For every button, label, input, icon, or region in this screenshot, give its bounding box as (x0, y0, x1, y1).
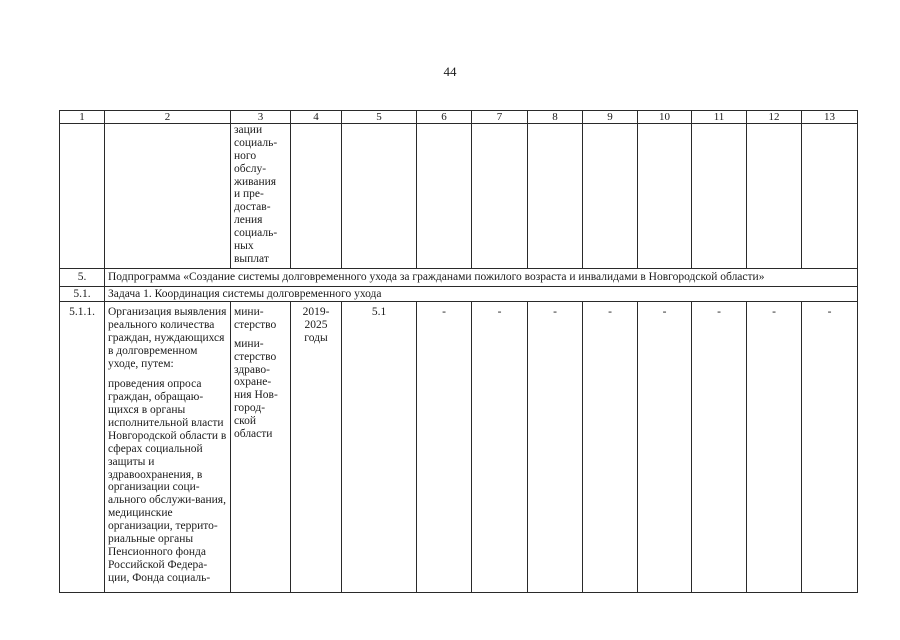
header-cell: 12 (747, 111, 802, 124)
table-cell (638, 124, 692, 269)
activity-name-intro: Организация выявления реального количества граждан, нуждающихся в долговременном уходе, путем: (108, 306, 227, 370)
table-cell (692, 124, 747, 269)
value-cell: - (638, 302, 692, 593)
subprogram-row (60, 269, 858, 287)
page-number: 44 (443, 64, 457, 79)
value-cell: - (802, 302, 858, 593)
subprogram-title: Подпрограмма «Создание системы долговременного ухода за гражданами пожилого возраста и инвалидами в Новгородской области» (105, 269, 858, 287)
table-cell (291, 124, 342, 269)
activity-name-cell (105, 302, 231, 593)
table-cell (342, 124, 417, 269)
executor-secondary: мини- стерство здраво- охране- ния Нов- город- ской области (234, 337, 278, 440)
value-cell: - (417, 302, 472, 593)
table-cell (417, 124, 472, 269)
target-indicator-cell: 5.1 (342, 302, 417, 593)
header-cell: 4 (291, 111, 342, 124)
value-cell: - (747, 302, 802, 593)
header-cell: 3 (231, 111, 291, 124)
table-cell (60, 124, 105, 269)
header-cell: 11 (692, 111, 747, 124)
header-cell: 13 (802, 111, 858, 124)
table-cell (528, 124, 583, 269)
table-cell (583, 124, 638, 269)
header-cell: 10 (638, 111, 692, 124)
executor-continuation-cell: зации социаль- ного обслу- живания и пре- достав- ления социаль- ных выплат (231, 124, 291, 269)
task-number: 5.1. (60, 287, 105, 302)
header-cell: 2 (105, 111, 231, 124)
activity-name-detail: проведения опроса граждан, обращаю-щихся в органы исполнительной власти Новгородской области в сферах социальной защиты и здравоохранения, в организации соци-ального обслужи-вания, медицинские организации, террито-риальные органы Пенсионного фонда Российской Федера-ции, Фонда социаль- (108, 378, 227, 584)
activity-number: 5.1.1. (60, 302, 105, 593)
continuation-row (60, 124, 858, 269)
value-cell: - (583, 302, 638, 593)
period-cell: 2019- 2025 годы (291, 302, 342, 593)
table-cell (802, 124, 858, 269)
table-cell (747, 124, 802, 269)
table-header-row (60, 111, 858, 124)
table-cell (472, 124, 528, 269)
header-cell: 9 (583, 111, 638, 124)
value-cell: - (692, 302, 747, 593)
table-cell (105, 124, 231, 269)
document-table (59, 110, 858, 593)
header-cell: 1 (60, 111, 105, 124)
activity-row (60, 302, 858, 593)
task-row (60, 287, 858, 302)
task-title: Задача 1. Координация системы долговременного ухода (105, 287, 858, 302)
subprogram-number: 5. (60, 269, 105, 287)
header-cell: 6 (417, 111, 472, 124)
header-cell: 5 (342, 111, 417, 124)
value-cell: - (528, 302, 583, 593)
executor-cell (231, 302, 291, 593)
header-cell: 8 (528, 111, 583, 124)
executor-primary: мини- стерство (234, 306, 277, 331)
header-cell: 7 (472, 111, 528, 124)
value-cell: - (472, 302, 528, 593)
